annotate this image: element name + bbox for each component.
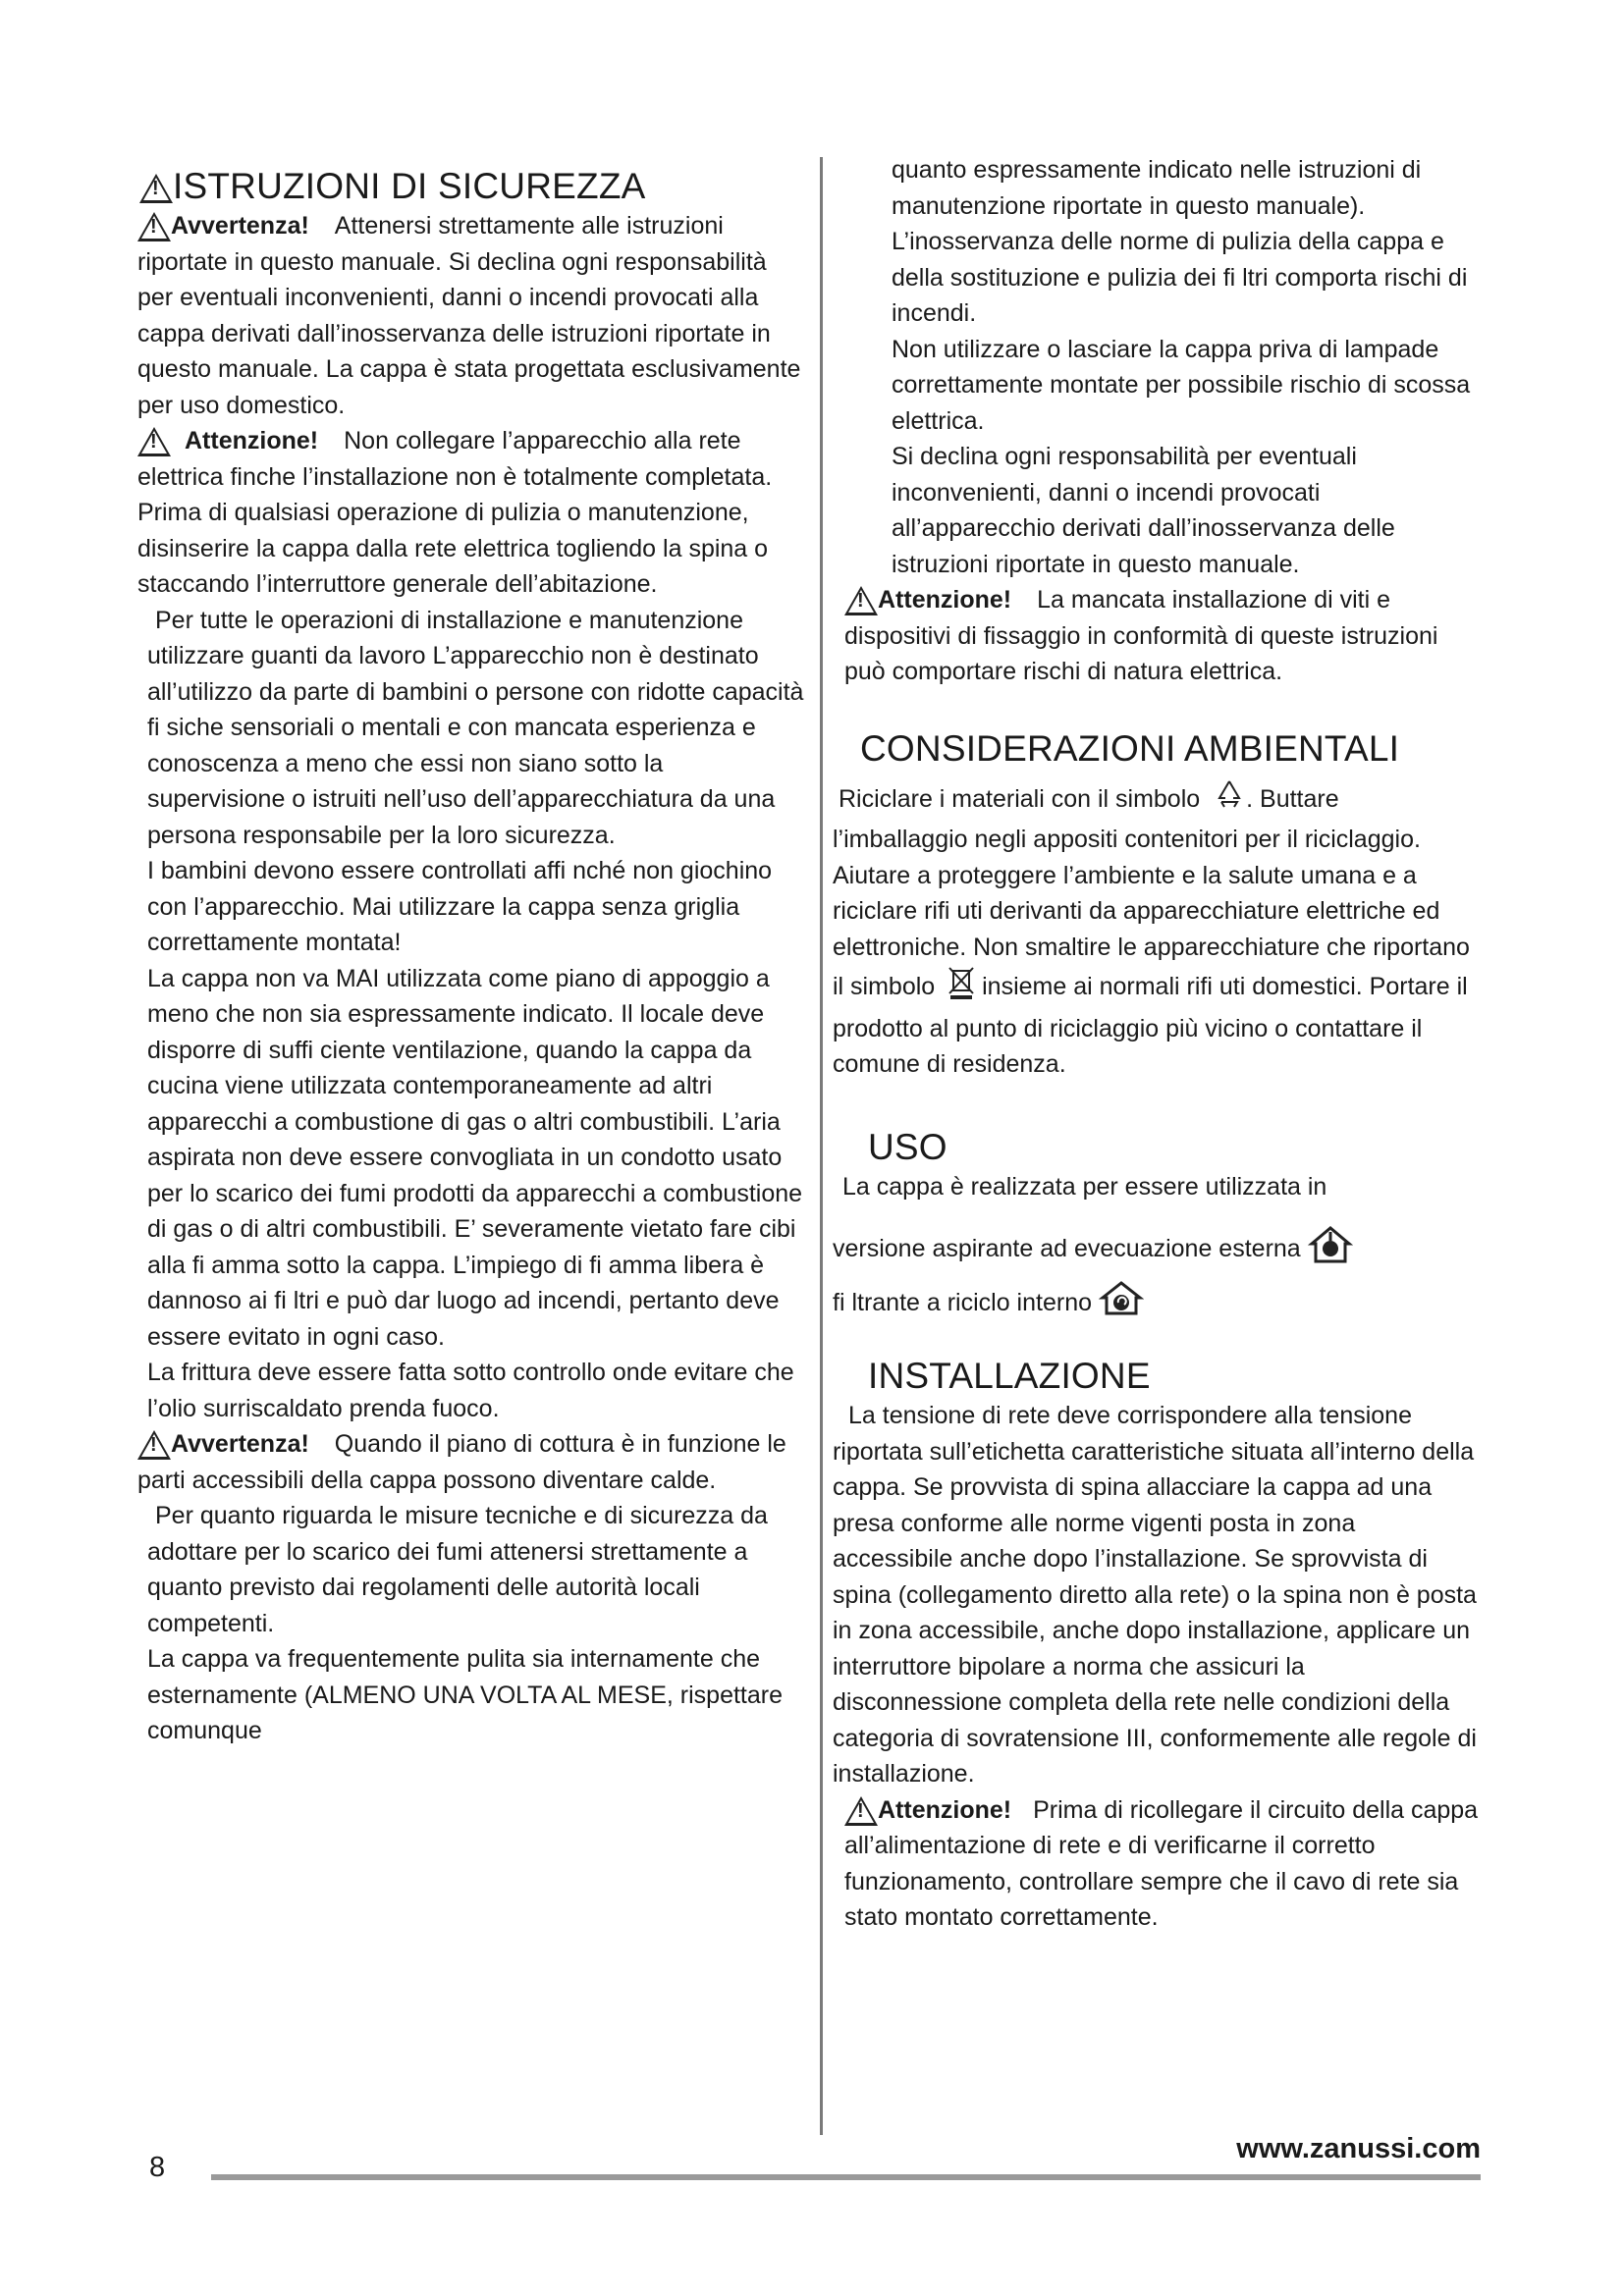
warning-triangle-icon: ! [139, 174, 173, 203]
installation-heading: INSTALLAZIONE [868, 1356, 1151, 1396]
warning-triangle-icon: ! [137, 427, 171, 456]
extraction-mode-icon [1308, 1224, 1353, 1276]
warning-paragraph: ! Avvertenza! Attenersi strettamente alle istruzioni riportate in questo manuale. Si declina ogni responsabilità per eventuali inconvenienti, danni o incendi provocati alla cappa derivati dall’inosservanza delle istruzioni riportate in questo manuale. La cappa è stata progettata esclusivamente per uso domestico. [137, 212, 801, 419]
paragraph: La frittura deve essere fatta sotto controllo onde evitare che l’olio surriscaldato prenda fuoco. [147, 1359, 794, 1422]
paragraph: Non utilizzare o lasciare la cappa priva di lampade correttamente montate per possibile rischio di scossa elettrica. [892, 335, 1471, 435]
recycle-icon [1207, 778, 1246, 823]
weee-bin-icon [942, 965, 975, 1011]
installation-paragraph: La tensione di rete deve corrispondere alla tensione riportata sull’etichetta caratteristiche situata all’interno della cappa. Se provvista di spina allacciare la cappa ad una presa conforme alle norme vigenti posta in zona accessibile anche dopo l’installazione. Se sprovvista di spina (collegamento diretto alla rete) o la spina non è posta in zona accessibile, anche dopo installazione, applicare un interruttore bipolare a norma che assicuri la disconnessione completa della rete nelle condizioni della categoria di sovratensione III, conformemente alle regole di installazione. [833, 1402, 1477, 1788]
column-divider [820, 157, 823, 2135]
warning-triangle-icon: ! [137, 1430, 171, 1460]
paragraph: Per tutte le operazioni di installazione e manutenzione utilizzare guanti da lavoro L’apparecchio non è destinato all’utilizzo da parte di bambini o persone con ridotte capacità fi siche sensoriali o mentali e con mancata esperienza e conoscenza a meno che essi non siano sotto la supervisione o istruiti nell’uso dell’apparecchiatura da una persona responsabile per la loro sicurezza. [147, 606, 804, 849]
use-paragraph: La cappa è realizzata per essere utilizzata in [842, 1172, 1327, 1201]
warning-triangle-icon: ! [844, 586, 878, 615]
safety-heading: ! ISTRUZIONI DI SICUREZZA [139, 165, 805, 208]
use-paragraph: versione aspirante ad evecuazione esterna [833, 1224, 1481, 1276]
paragraph: La cappa va frequentemente pulita sia internamente che esternamente (ALMENO UNA VOLTA AL MESE, rispettare comunque [147, 1645, 784, 1744]
footer-rule [211, 2174, 1481, 2180]
page-number: 8 [149, 2152, 166, 2183]
paragraph: Si declina ogni responsabilità per eventuali inconvenienti, danni o incendi provocati all’apparecchio derivati dall’inosservanza delle istruzioni riportate in questo manuale. [892, 443, 1395, 578]
warning-triangle-icon: ! [844, 1796, 878, 1826]
attention-paragraph: ! Attenzione! Prima di ricollegare il circuito della cappa all’alimentazione di rete e di verificarne il corretto funzionamento, controllare sempre che il cavo di rete sia stato montato correttamente. [844, 1795, 1479, 1931]
use-paragraph: fi ltrante a riciclo interno [833, 1280, 1481, 1328]
website-link[interactable]: www.zanussi.com [1236, 2133, 1481, 2164]
environment-paragraph: Riciclare i materiali con il simbolo . Buttare l’imballaggio negli appositi contenitori per il riciclaggio. Aiutare a proteggere l’ambiente e la salute umana e a riciclare rifi uti derivanti da apparecchiature elettriche ed elettroniche. Non smaltire le apparecchiature che riportano il simbolo insieme ai normali rifi uti domestici. Portare il prodotto al punto di riciclaggio più vicino o contattare il comune di residenza. [833, 778, 1481, 1083]
environment-heading: CONSIDERAZIONI AMBIENTALI [860, 727, 1400, 769]
left-column [137, 165, 805, 1749]
attention-paragraph: ! Attenzione! La mancata installazione di viti e dispositivi di fissaggio in conformità di queste istruzioni può comportare rischi di natura elettrica. [844, 586, 1438, 685]
paragraph: Per quanto riguarda le misure tecniche e di sicurezza da adottare per lo scarico dei fumi attenersi strettamente a quanto previsto dai regolamenti delle autorità locali competenti. [147, 1502, 768, 1637]
right-column [833, 152, 1481, 1936]
paragraph: I bambini devono essere controllati affi nché non giochino con l’apparecchio. Mai utilizzare la cappa senza griglia correttamente montata! [147, 857, 773, 956]
attention-paragraph: ! Attenzione! Non collegare l’apparecchio alla rete elettrica finche l’installazione non è totalmente completata. Prima di qualsiasi operazione di pulizia o manutenzione, disinserire la cappa dalla rete elettrica togliendo la spina o staccando l’interruttore generale dell’abitazione. [137, 427, 773, 598]
use-heading: USO [868, 1126, 947, 1167]
warning-triangle-icon: ! [137, 212, 171, 241]
paragraph: quanto espressamente indicato nelle istruzioni di manutenzione riportate in questo manuale). L’inosservanza delle norme di pulizia della cappa e della sostituzione e pulizia dei fi ltri comporta rischi di incendi. [892, 156, 1468, 327]
recirculation-mode-icon [1099, 1280, 1144, 1328]
paragraph: La cappa non va MAI utilizzata come piano di appoggio a meno che non sia espressamente indicato. Il locale deve disporre di suffi ciente ventilazione, quando la cappa da cucina viene utilizzata contemporaneamente ad altri apparecchi a combustione di gas o altri combustibili. L’aria aspirata non deve essere convogliata in un condotto usato per lo scarico dei fumi prodotti da apparecchi a combustione di gas o di altri combustibili. E’ severamente vietato fare cibi alla fi amma sotto la cappa. L’impiego di fi amma libera è dannoso ai fi ltri e può dar luogo ad incendi, pertanto deve essere evitato in ogni caso. [147, 964, 803, 1351]
warning-paragraph: ! Avvertenza! Quando il piano di cottura è in funzione le parti accessibili della cappa possono diventare calde. [137, 1430, 786, 1494]
